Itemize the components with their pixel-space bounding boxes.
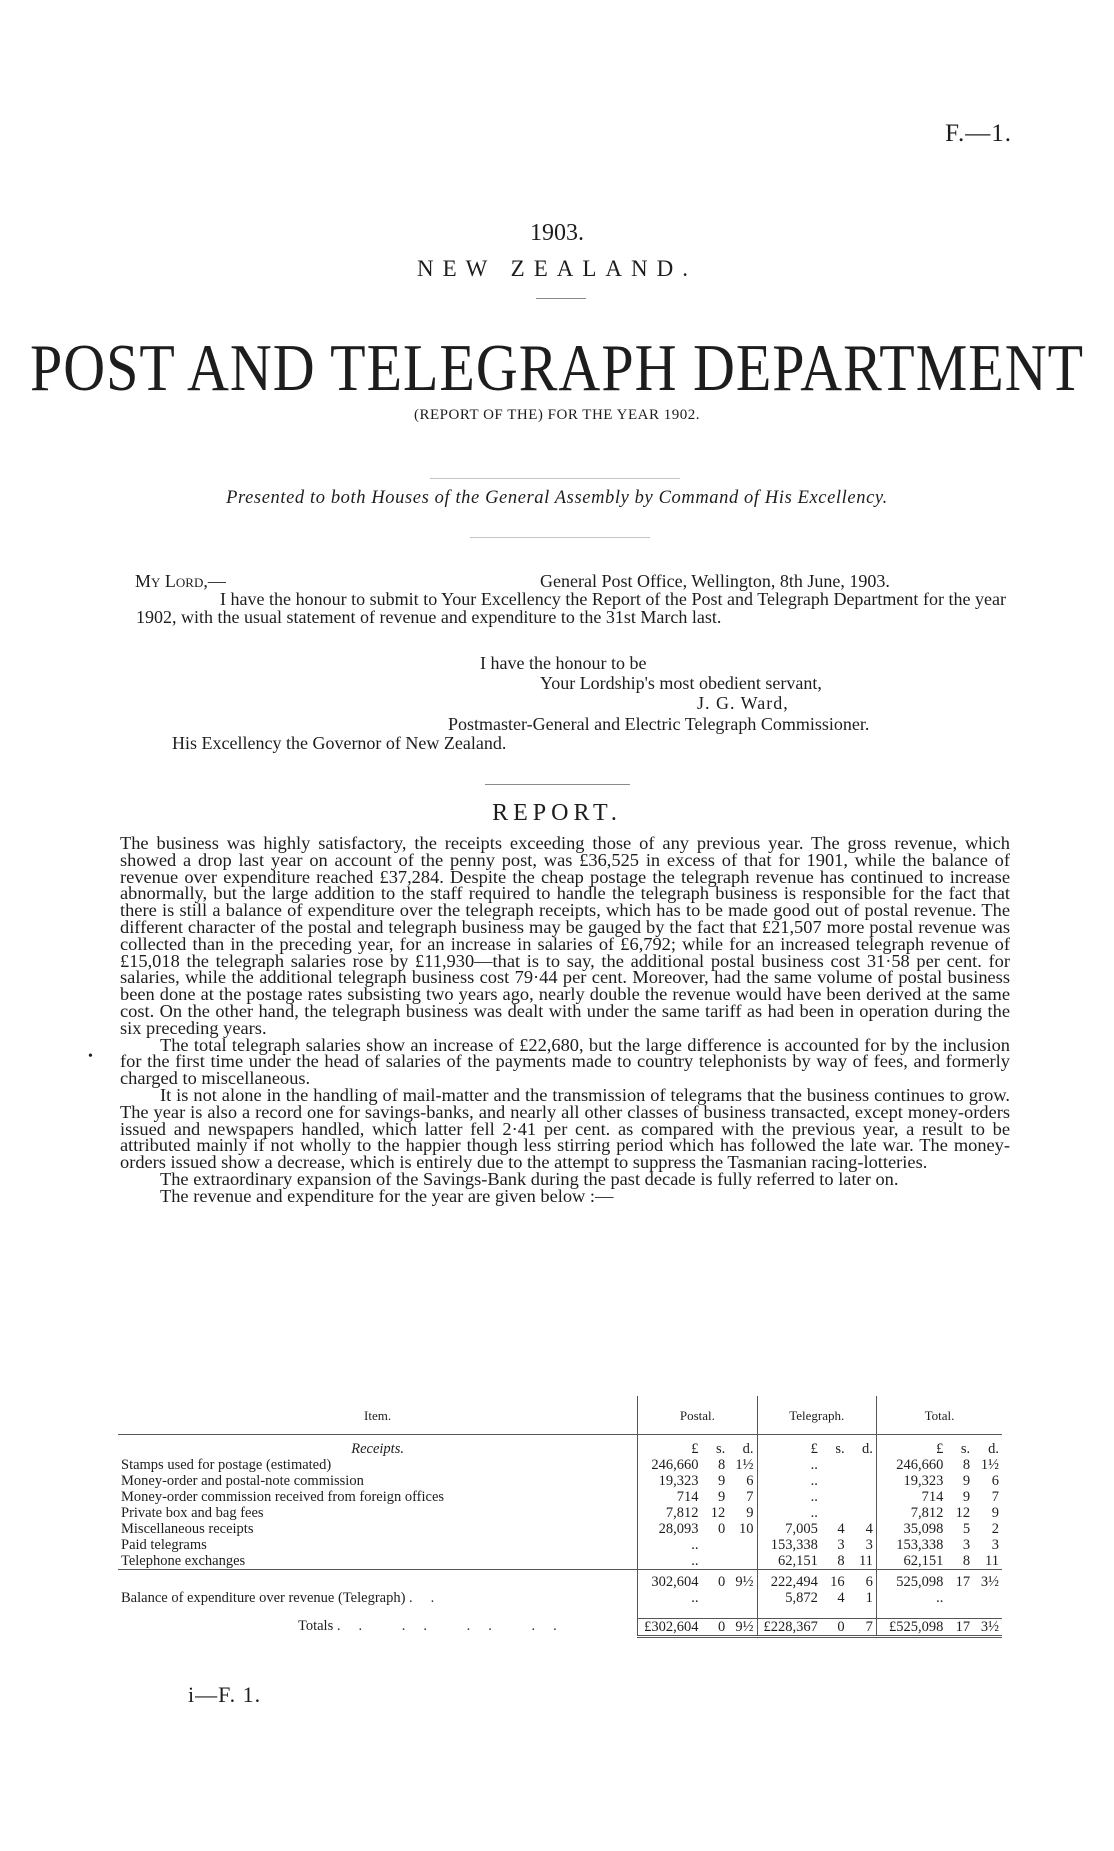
unit-label: £ xyxy=(876,1435,946,1458)
column-header-item: Item. xyxy=(364,1408,392,1423)
table-cell xyxy=(701,1553,728,1570)
table-cell: 8 xyxy=(717,1457,726,1473)
table-cell xyxy=(821,1505,848,1521)
report-paragraph: The business was highly satisfactory, the receipts exceeding those of any previous year. The gross revenue, which showed a drop last year on account of the penny post, was £36,525 in excess of that for 1901, while the balance of revenue over expenditure reached £37,284. Despite the cheap postage the telegraph revenue has continued to increase abnormally, but the large addition to the staff required to handle the telegraph business is responsible for the fact that there is still a balance of expenditure over the telegraph receipts, which has to be made good out of postal revenue. The different character of the postal and telegraph business may be gauged by the fact that £21,507 more postal revenue was collected than in the preceding year, for an increase in salaries of £6,792; while for an increased telegraph revenue of £15,018 the telegraph salaries rose by £11,930—that is to say, the additional postal business cost 31·58 per cent. for salaries, while the additional telegraph business cost 79·44 per cent. Moreover, had the same volume of postal business been done at the postage rates subsisting two years ago, nearly double the revenue would have been derived at the same cost. On the other hand, the telegraph business was dealt with under the same tariff as had been in operation during the six preceding years. xyxy=(120,833,1010,1038)
table-cell xyxy=(701,1537,728,1553)
row-label xyxy=(118,1489,638,1505)
receipts-label: Receipts. xyxy=(118,1435,638,1458)
unit-label: £ xyxy=(638,1435,702,1458)
row-label-text: Miscellaneous receipts xyxy=(121,1521,254,1537)
document-reference: F.—1. xyxy=(945,120,1012,147)
table-cell: 4 xyxy=(837,1521,845,1537)
table-cell: 2 xyxy=(991,1521,999,1537)
table-cell: 12 xyxy=(955,1505,971,1521)
table-cell xyxy=(821,1457,848,1473)
table-cell: 1½ xyxy=(735,1457,754,1473)
letter-signature-title: Postmaster-General and Electric Telegraph Commissioner. xyxy=(448,714,870,734)
document-year: 1903. xyxy=(530,220,584,246)
table-cell: 10 xyxy=(739,1521,754,1537)
divider xyxy=(536,298,586,299)
table-cell: .. xyxy=(638,1553,702,1570)
table-cell: .. xyxy=(757,1473,821,1489)
table-cell: 11 xyxy=(858,1553,873,1569)
divider xyxy=(485,784,630,785)
row-label xyxy=(118,1457,638,1473)
unit-label: £ xyxy=(757,1435,821,1458)
totals-row xyxy=(118,1618,1002,1636)
table-cell: 6 xyxy=(746,1473,754,1489)
row-label xyxy=(118,1521,638,1537)
table-cell: .. xyxy=(638,1590,702,1618)
table-cell: 0 xyxy=(701,1618,728,1636)
table-cell: 525,098 xyxy=(876,1570,946,1591)
letter-closing: Your Lordship's most obedient servant, xyxy=(540,673,822,693)
table-cell: 8 xyxy=(962,1457,971,1473)
table-cell xyxy=(848,1505,877,1521)
table-row xyxy=(118,1489,1002,1505)
table-cell: 17 xyxy=(946,1618,973,1636)
column-header-total: Total. xyxy=(876,1396,1002,1435)
table-row xyxy=(118,1537,1002,1553)
table-cell: 714 xyxy=(638,1489,702,1505)
row-label xyxy=(118,1537,638,1553)
unit-label: d. xyxy=(728,1435,757,1458)
table-cell: 9½ xyxy=(728,1570,757,1591)
table-cell: 17 xyxy=(946,1570,973,1591)
table-cell: 153,338 xyxy=(757,1537,821,1553)
table-cell: 4 xyxy=(837,1590,845,1606)
table-cell: £228,367 xyxy=(757,1618,821,1636)
table-cell: 3½ xyxy=(973,1618,1002,1636)
table-header-row xyxy=(118,1396,1002,1435)
table-cell: 0 xyxy=(717,1521,726,1537)
divider xyxy=(470,537,650,538)
unit-label: d. xyxy=(848,1435,877,1458)
column-header-postal: Postal. xyxy=(638,1396,757,1435)
table-cell: 5,872 xyxy=(757,1590,821,1618)
table-cell: 7,005 xyxy=(757,1521,821,1537)
row-label xyxy=(118,1473,638,1489)
table-cell: 714 xyxy=(876,1489,946,1505)
report-paragraph: It is not alone in the handling of mail-matter and the transmission of telegrams that the business continues to grow. The year is also a record one for savings-banks, and nearly all other classes of business transacted, except money-orders issued and newspapers handled, which latter fell 2·41 per cent. as compared with the previous year, a result to be attributed mainly if not wholly to the happier though less stirring period which has followed the late war. The money-orders issued show a decrease, which is entirely due to the attempt to suppress the Tasmanian racing-lotteries. xyxy=(120,1084,1010,1173)
table-cell: 222,494 xyxy=(757,1570,821,1591)
table-cell: 8 xyxy=(962,1553,971,1569)
table-cell: 1 xyxy=(865,1590,873,1606)
table-cell: 28,093 xyxy=(638,1521,702,1537)
table-cell: 0 xyxy=(701,1570,728,1591)
table-cell: 7,812 xyxy=(876,1505,946,1521)
unit-label: s. xyxy=(701,1435,728,1458)
table-cell: 19,323 xyxy=(876,1473,946,1489)
balance-label: Balance of expenditure over revenue (Telegraph) xyxy=(121,1590,406,1606)
subtotal-row xyxy=(118,1570,1002,1591)
table-cell xyxy=(728,1537,757,1553)
table-cell: 9 xyxy=(962,1489,971,1505)
table-cell: 35,098 xyxy=(876,1521,946,1537)
table-cell: 0 xyxy=(821,1618,848,1636)
table-cell: .. xyxy=(757,1505,821,1521)
table-cell: 8 xyxy=(837,1553,845,1569)
table-row xyxy=(118,1505,1002,1521)
table-cell: 4 xyxy=(865,1521,873,1537)
table-cell xyxy=(728,1553,757,1570)
unit-label: s. xyxy=(821,1435,848,1458)
page-subtitle: (REPORT OF THE) FOR THE YEAR 1902. xyxy=(414,407,700,423)
table-cell: 7 xyxy=(848,1618,877,1636)
table-cell: 7 xyxy=(991,1489,999,1505)
table-cell: 9 xyxy=(962,1473,971,1489)
table-cell: .. xyxy=(638,1537,702,1553)
page-footer-mark: i—F. 1. xyxy=(188,1682,262,1707)
table-cell: 1½ xyxy=(980,1457,999,1473)
report-heading: REPORT. xyxy=(492,800,622,826)
table-cell: 11 xyxy=(985,1553,999,1569)
country-heading: NEW ZEALAND. xyxy=(416,256,698,281)
table-cell: 6 xyxy=(848,1570,877,1591)
table-cell: 9 xyxy=(717,1489,726,1505)
row-label-text: Money-order commission received from foreign offices xyxy=(121,1489,445,1505)
totals-label: Totals xyxy=(298,1618,334,1634)
letter-signature: J. G. Ward, xyxy=(697,693,789,713)
row-label-text: Stamps used for postage (estimated) xyxy=(121,1457,332,1473)
table-cell: 7 xyxy=(746,1489,754,1505)
table-cell: £302,604 xyxy=(638,1618,702,1636)
row-label: Balance of expenditure over revenue (Telegraph) .. xyxy=(121,1590,453,1606)
row-label-text: Money-order and postal-note commission xyxy=(121,1473,364,1489)
row-label: Totals .. .. .. .. xyxy=(298,1618,575,1634)
balance-row xyxy=(118,1590,1002,1618)
table-cell: 7,812 xyxy=(638,1505,702,1521)
table-cell: 3 xyxy=(962,1537,971,1553)
letter-closing: I have the honour to be xyxy=(480,653,647,673)
revenue-expenditure-table xyxy=(118,1396,1002,1638)
table-cell: .. xyxy=(876,1590,946,1618)
table-cell: 6 xyxy=(991,1473,999,1489)
table-cell xyxy=(848,1457,877,1473)
table-cell: 19,323 xyxy=(638,1473,702,1489)
column-header-telegraph: Telegraph. xyxy=(757,1396,876,1435)
report-paragraph: The revenue and expenditure for the year are given below :— xyxy=(160,1185,614,1206)
table-cell: 12 xyxy=(710,1505,726,1521)
table-cell xyxy=(848,1473,877,1489)
table-row xyxy=(118,1473,1002,1489)
receipt-rows xyxy=(118,1457,1002,1570)
letter-salutation: My Lord,— xyxy=(135,571,226,591)
table-cell: 246,660 xyxy=(876,1457,946,1473)
row-label xyxy=(118,1553,638,1570)
table-cell: .. xyxy=(757,1457,821,1473)
table-cell: 246,660 xyxy=(638,1457,702,1473)
table-cell: 3 xyxy=(991,1537,999,1553)
table-cell: 9 xyxy=(717,1473,726,1489)
table-cell: 9 xyxy=(746,1505,754,1521)
table-cell: 62,151 xyxy=(757,1553,821,1570)
table-cell: 153,338 xyxy=(876,1537,946,1553)
row-label xyxy=(118,1505,638,1521)
units-row xyxy=(118,1435,1002,1458)
table-cell: 302,604 xyxy=(638,1570,702,1591)
row-label-text: Telephone exchanges xyxy=(121,1553,246,1569)
table-cell: 62,151 xyxy=(876,1553,946,1570)
table-row xyxy=(118,1521,1002,1537)
table-cell: £525,098 xyxy=(876,1618,946,1636)
table-cell: 3½ xyxy=(973,1570,1002,1591)
table-cell: 3 xyxy=(837,1537,845,1553)
margin-mark: • xyxy=(88,1049,93,1064)
letter-addressee: His Excellency the Governor of New Zealand. xyxy=(172,733,507,753)
letter-body: I have the honour to submit to Your Excellency the Report of the Post and Telegraph Department for the year 1902, with the usual statement of revenue and expenditure to the 31st March last. xyxy=(136,589,1006,627)
row-label-text: Private box and bag fees xyxy=(121,1505,264,1521)
table-cell xyxy=(821,1473,848,1489)
table-row xyxy=(118,1457,1002,1473)
table-cell xyxy=(821,1489,848,1505)
table-cell: 16 xyxy=(821,1570,848,1591)
report-body xyxy=(120,835,1010,1205)
letter-place-date: General Post Office, Wellington, 8th June, 1903. xyxy=(540,571,890,591)
presented-line: Presented to both Houses of the General Assembly by Command of His Excellency. xyxy=(226,488,888,508)
table-cell: 9 xyxy=(991,1505,999,1521)
divider xyxy=(430,478,680,479)
report-paragraph: The total telegraph salaries show an increase of £22,680, but the large difference is accounted for by the inclusion for the first time under the head of salaries of the payments made to country telephonists by way of fees, and formerly charged to miscellaneous. xyxy=(120,1034,1010,1089)
table-cell xyxy=(848,1489,877,1505)
unit-label: d. xyxy=(973,1435,1002,1458)
table-row xyxy=(118,1553,1002,1570)
report-paragraph: The extraordinary expansion of the Savings-Bank during the past decade is fully referred to later on. xyxy=(160,1168,899,1189)
page-title: POST AND TELEGRAPH DEPARTMENT xyxy=(29,330,1085,405)
table-cell: 5 xyxy=(962,1521,971,1537)
unit-label: s. xyxy=(946,1435,973,1458)
row-label-text: Paid telegrams xyxy=(121,1537,207,1553)
table-cell: .. xyxy=(757,1489,821,1505)
table-cell: 3 xyxy=(865,1537,873,1553)
table-cell: 9½ xyxy=(728,1618,757,1636)
